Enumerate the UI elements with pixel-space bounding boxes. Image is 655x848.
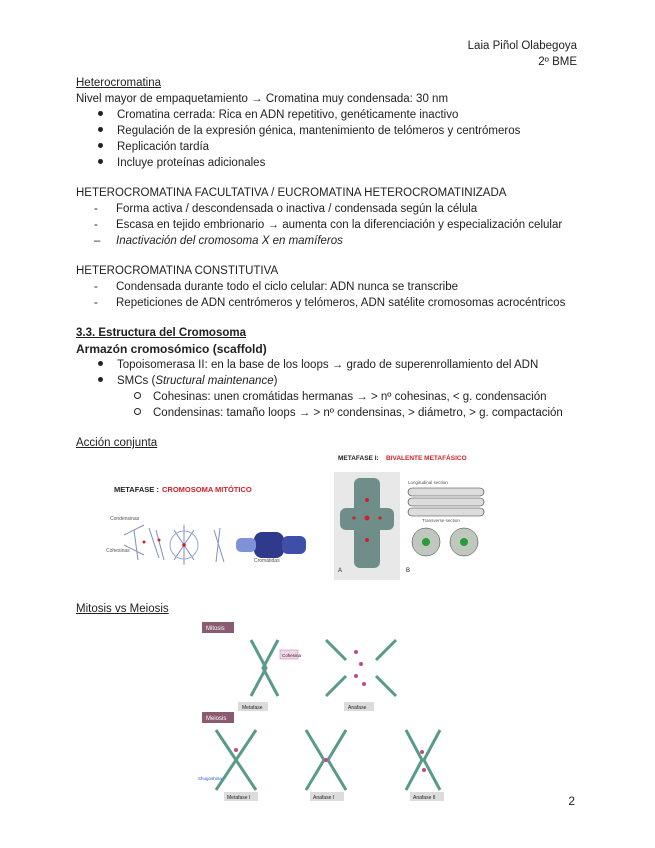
list-item: Cohesinas: unen cromátidas hermanas → > nº cohesinas, < g. condensación	[134, 390, 547, 405]
svg-text:A: A	[338, 568, 343, 574]
svg-text:BIVALENTE METAFÁSICO: BIVALENTE METAFÁSICO	[386, 455, 467, 462]
svg-text:B: B	[406, 568, 411, 574]
svg-text:METAFASE I:: METAFASE I:	[338, 455, 379, 462]
heterocromatina-title: Heterocromatina	[76, 77, 162, 89]
subtitle: Armazón cromosómico (scaffold)	[76, 342, 267, 356]
svg-text:Anafase I: Anafase I	[313, 795, 335, 801]
list-item: - Condensada durante todo el ciclo celular: ADN nunca se transcribe	[94, 281, 459, 293]
list-item: Topoisomerasa II: en la base de los loops → grado de superenrollamiento del ADN	[98, 358, 538, 373]
list-item: - Escasa en tejido embrionario → aumenta con la diferenciación y especialización celular	[94, 219, 563, 231]
mitosis-title: Mitosis vs Meiosis	[76, 603, 169, 615]
page-number: 2	[568, 794, 575, 808]
list-item: - Forma activa / descondensada o inactiva / condensada según la célula	[94, 203, 478, 215]
fig-left-label: METAFASE :	[114, 485, 159, 494]
accion-title: Acción conjunta	[76, 437, 158, 449]
list-item: Condensinas: tamaño loops → > nº condensinas, > diámetro, > g. compactación	[134, 406, 563, 421]
constitutiva-title: HETEROCROMATINA CONSTITUTIVA	[76, 265, 279, 277]
svg-text:Longitudinal section: Longitudinal section	[408, 480, 448, 485]
list-item: Cromatina cerrada: Rica en ADN repetitivo, genéticamente inactivo	[98, 108, 458, 123]
fig-left-red: CROMOSOMA MITÓTICO	[162, 485, 252, 494]
svg-text:Condensinas: Condensinas	[110, 516, 140, 522]
mitosis-meiosis-figure	[196, 620, 476, 816]
heterocromatina-intro: Nivel mayor de empaquetamiento → Cromatina muy condensada: 30 nm	[76, 93, 449, 105]
svg-text:Cohesina: Cohesina	[282, 653, 302, 658]
section-title: 3.3. Estructura del Cromosoma	[76, 327, 246, 339]
course-label: 2º BME	[538, 56, 577, 68]
author-name: Laia Piñol Olabegoya	[467, 40, 577, 52]
facultativa-title: HETEROCROMATINA FACULTATIVA / EUCROMATINA HETEROCROMATINIZADA	[76, 187, 507, 199]
list-item: - Repeticiones de ADN centrómeros y telómeros, ADN satélite cromosomas acrocéntricos	[94, 297, 566, 309]
list-item: Replicación tardía	[98, 140, 209, 155]
svg-text:Mitosis: Mitosis	[206, 626, 225, 632]
list-item: Incluye proteínas adicionales	[98, 156, 265, 171]
svg-text:Cohesinas: Cohesinas	[106, 548, 130, 554]
svg-text:Anafase: Anafase	[348, 705, 367, 711]
list-item: SMCs (Structural maintenance)	[98, 374, 277, 389]
svg-text:Shugoshina: Shugoshina	[198, 776, 222, 781]
list-item: – Inactivación del cromosoma X en mamíferos	[94, 235, 343, 247]
svg-text:Cromátidas: Cromátidas	[254, 558, 280, 564]
svg-text:Anafase II: Anafase II	[413, 795, 436, 801]
svg-text:Transverse section: Transverse section	[422, 518, 460, 523]
svg-text:Meiosis: Meiosis	[206, 716, 227, 722]
page-header	[468, 38, 577, 70]
svg-text:Metafase: Metafase	[242, 705, 263, 711]
mitotic-chromosome-figure	[104, 480, 324, 580]
list-item: Regulación de la expresión génica, mantenimiento de telómeros y centrómeros	[98, 124, 520, 139]
svg-text:Metafase I: Metafase I	[227, 795, 251, 801]
bivalent-figure	[334, 450, 490, 588]
